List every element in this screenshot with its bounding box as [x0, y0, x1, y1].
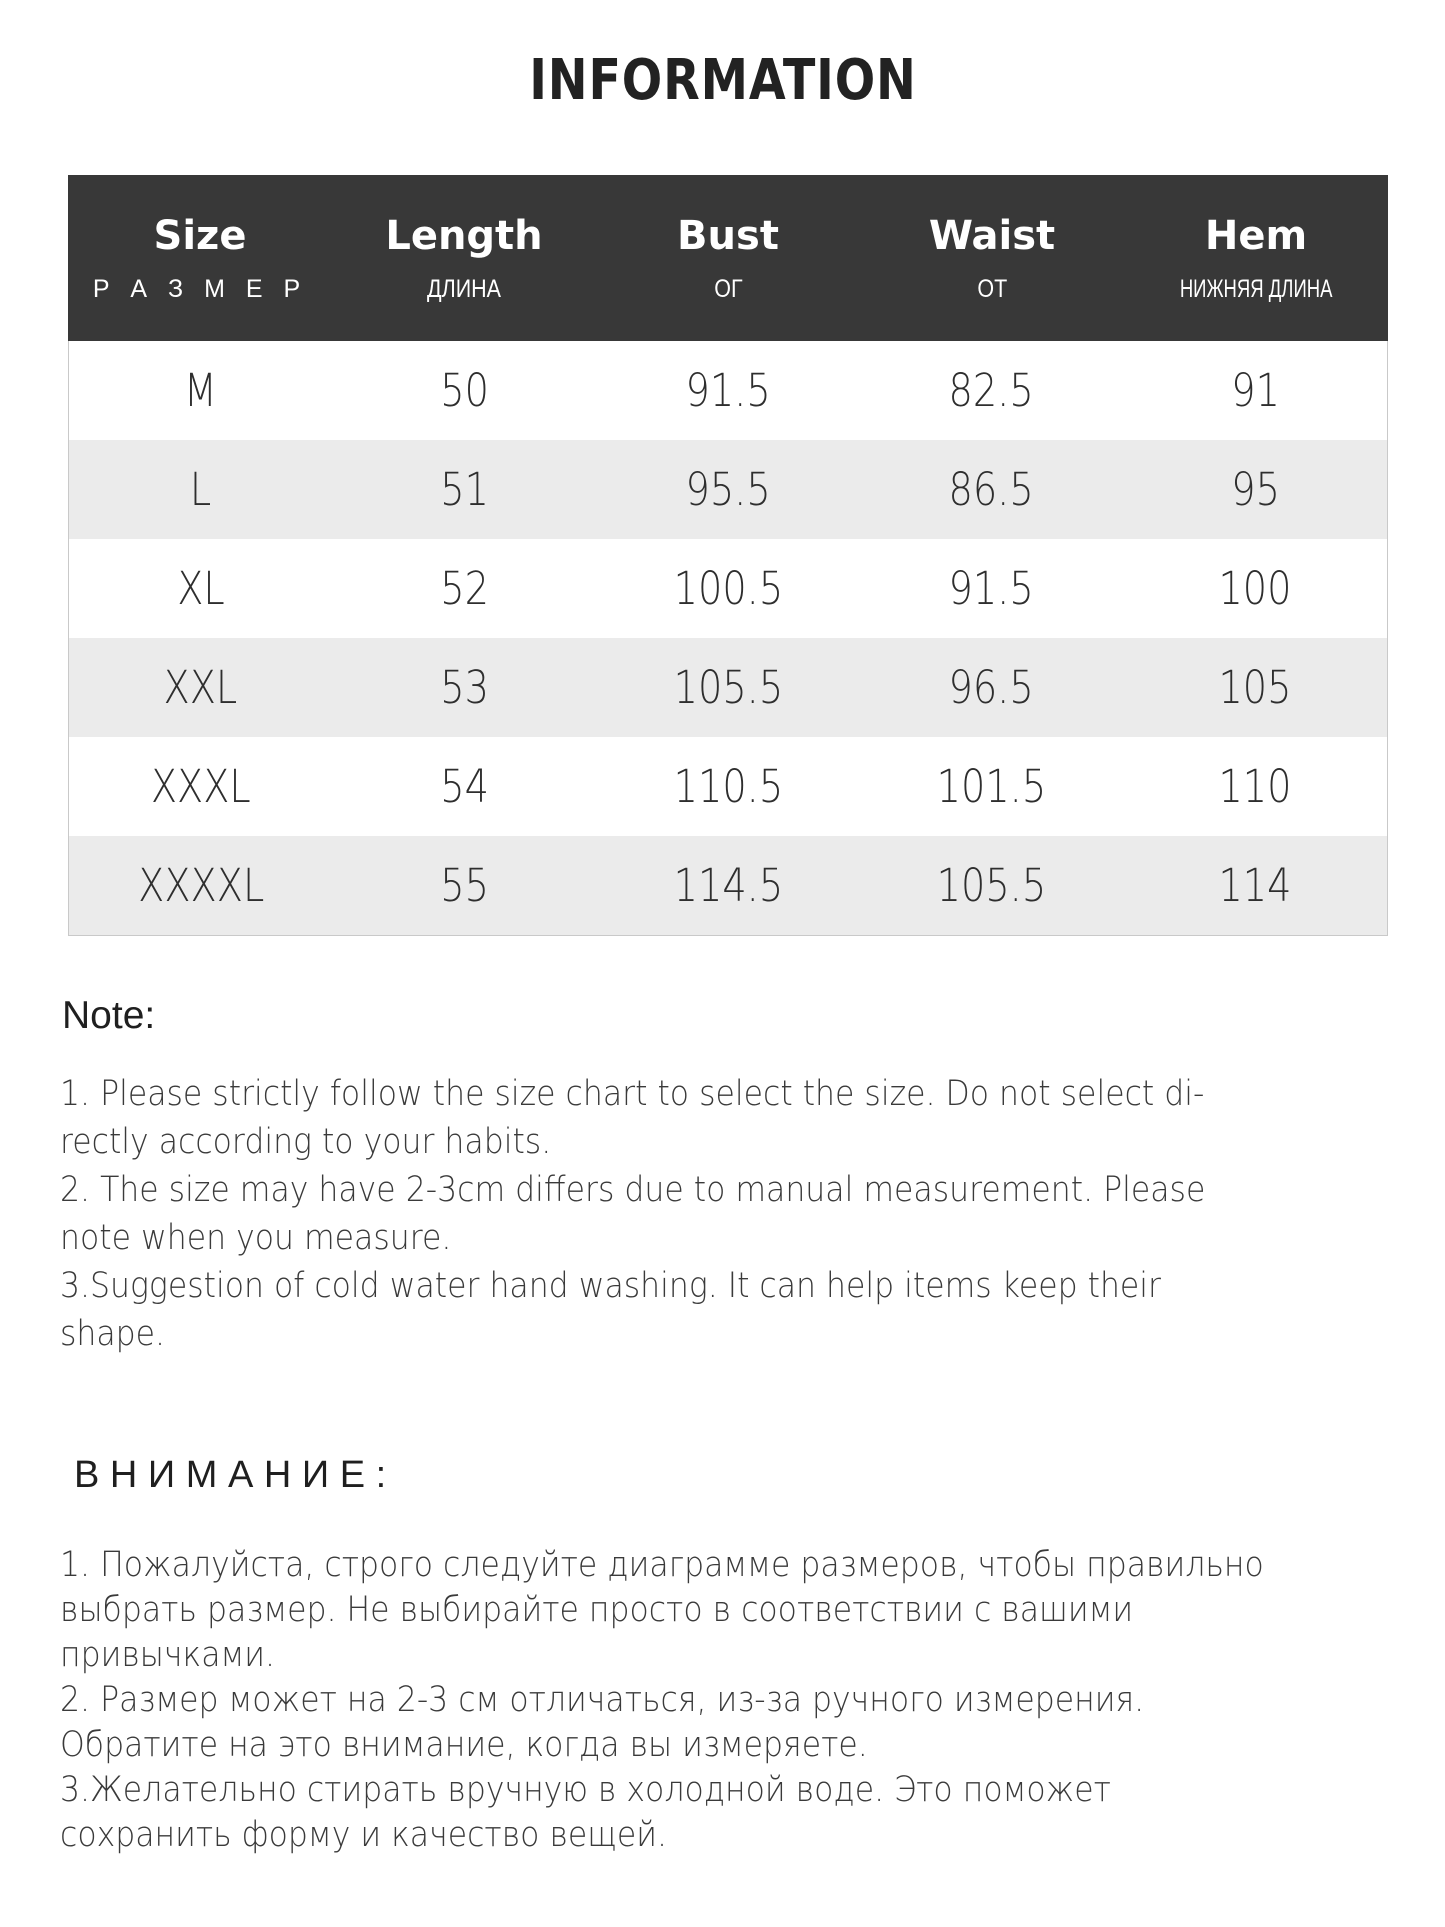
cell-value: 52 [440, 562, 489, 615]
cell-value: XXXXL [137, 859, 264, 912]
note-en-line-6: shape. [60, 1314, 166, 1354]
cell-value: 105.5 [673, 661, 783, 714]
cell-value: XXXL [150, 760, 251, 813]
header-label-en-bust: Bust [677, 212, 779, 259]
title-bar [0, 0, 1445, 113]
table-cell-length [333, 539, 597, 638]
table-cell-hem [1123, 440, 1387, 539]
header-label-en-waist: Waist [928, 212, 1056, 259]
cell-value: 53 [440, 661, 489, 714]
table-cell-size [69, 836, 333, 935]
header-label-ru-size: Р А З М Е Р [92, 274, 308, 303]
table-row-l [69, 440, 1387, 539]
table-cell-hem [1123, 836, 1387, 935]
table-cell-waist [860, 341, 1124, 440]
table-cell-size [69, 440, 333, 539]
cell-value: 95.5 [685, 463, 771, 516]
table-row-xxl [69, 638, 1387, 737]
cell-value: 91.5 [685, 364, 771, 417]
header-cell-hem [1124, 175, 1388, 341]
note-heading-ru: В Н И М А Н И Е : [74, 1454, 387, 1496]
table-cell-bust [596, 737, 860, 836]
header-label-ru-length: ДЛИНА [426, 274, 501, 303]
note-ru-line-5: Обратите на это внимание, когда вы измеряете. [60, 1725, 868, 1765]
table-cell-size [69, 638, 333, 737]
table-cell-hem [1123, 539, 1387, 638]
cell-value: 82.5 [948, 364, 1035, 417]
table-cell-length [333, 638, 597, 737]
cell-value: 50 [440, 364, 489, 417]
cell-value: XXL [163, 661, 238, 714]
cell-value: 86.5 [948, 463, 1035, 516]
table-cell-waist [860, 737, 1124, 836]
size-chart-body [69, 341, 1387, 935]
cell-value: 96.5 [948, 661, 1035, 714]
table-cell-bust [596, 341, 860, 440]
notes-ru-body [60, 1543, 1445, 1858]
notes-en-section [0, 936, 1445, 1358]
table-cell-length [333, 737, 597, 836]
table-cell-bust [596, 836, 860, 935]
cell-value: 100.5 [673, 562, 783, 615]
cell-value: 105.5 [936, 859, 1047, 912]
header-label-ru-bust: ОГ [713, 274, 743, 303]
notes-ru-section [0, 1358, 1445, 1858]
header-cell-length [332, 175, 596, 341]
table-row-xxxxl [69, 836, 1387, 935]
cell-value: 51 [440, 463, 489, 516]
header-label-en-hem: Hem [1204, 212, 1308, 259]
table-cell-hem [1123, 638, 1387, 737]
header-cell-bust [596, 175, 860, 341]
cell-value: 114 [1218, 859, 1292, 912]
cell-value: L [190, 463, 212, 516]
cell-value: M [184, 364, 218, 417]
note-ru-line-3: привычками. [60, 1635, 276, 1675]
cell-value: 114.5 [673, 859, 783, 912]
table-cell-hem [1123, 341, 1387, 440]
size-chart-table [68, 175, 1388, 936]
header-cell-waist [860, 175, 1124, 341]
table-cell-size [69, 737, 333, 836]
cell-value: 91.5 [948, 562, 1035, 615]
table-cell-size [69, 341, 333, 440]
notes-en-body [60, 1070, 1445, 1358]
table-cell-bust [596, 539, 860, 638]
cell-value: 105 [1218, 661, 1292, 714]
table-cell-waist [860, 539, 1124, 638]
cell-value: 54 [440, 760, 489, 813]
table-cell-length [333, 341, 597, 440]
cell-value: 110.5 [673, 760, 783, 813]
cell-value: 101.5 [936, 760, 1047, 813]
note-en-line-5: 3.Suggestion of cold water hand washing. It can help items keep their [60, 1266, 1162, 1306]
cell-value: XL [177, 562, 225, 615]
table-cell-length [333, 836, 597, 935]
note-ru-line-7: сохранить форму и качество вещей. [60, 1815, 667, 1855]
note-en-line-1: 1. Please strictly follow the size chart to select the size. Do not select di- [60, 1074, 1205, 1114]
table-cell-length [333, 440, 597, 539]
cell-value: 95 [1230, 463, 1280, 516]
cell-value: 100 [1218, 562, 1292, 615]
page-title: INFORMATION [528, 48, 917, 113]
table-cell-hem [1123, 737, 1387, 836]
cell-value: 91 [1230, 364, 1280, 417]
note-en-line-4: note when you measure. [60, 1218, 452, 1258]
note-heading-en: Note: [62, 994, 156, 1037]
size-chart-header [68, 175, 1388, 341]
header-label-ru-waist: ОТ [977, 274, 1007, 303]
note-ru-line-6: 3.Желательно стирать вручную в холодной воде. Это поможет [60, 1770, 1111, 1810]
table-row-xxxl [69, 737, 1387, 836]
table-row-m [69, 341, 1387, 440]
note-ru-line-4: 2. Размер может на 2-3 см отличаться, из-за ручного измерения. [60, 1680, 1145, 1720]
cell-value: 55 [440, 859, 489, 912]
table-row-xl [69, 539, 1387, 638]
table-cell-waist [860, 836, 1124, 935]
table-cell-waist [860, 638, 1124, 737]
note-en-line-2: rectly according to your habits. [60, 1122, 552, 1162]
table-cell-waist [860, 440, 1124, 539]
header-label-en-size: Size [153, 212, 247, 259]
cell-value: 110 [1218, 760, 1292, 813]
note-en-line-3: 2. The size may have 2-3cm differs due to manual measurement. Please [60, 1170, 1206, 1210]
table-cell-bust [596, 638, 860, 737]
header-label-ru-hem: НИЖНЯЯ ДЛИНА [1179, 274, 1333, 303]
header-label-en-length: Length [385, 212, 543, 259]
table-cell-size [69, 539, 333, 638]
header-cell-size [68, 175, 332, 341]
note-ru-line-1: 1. Пожалуйста, строго следуйте диаграмме размеров, чтобы правильно [60, 1545, 1264, 1585]
note-ru-line-2: выбрать размер. Не выбирайте просто в соответствии с вашими [60, 1590, 1134, 1630]
table-cell-bust [596, 440, 860, 539]
